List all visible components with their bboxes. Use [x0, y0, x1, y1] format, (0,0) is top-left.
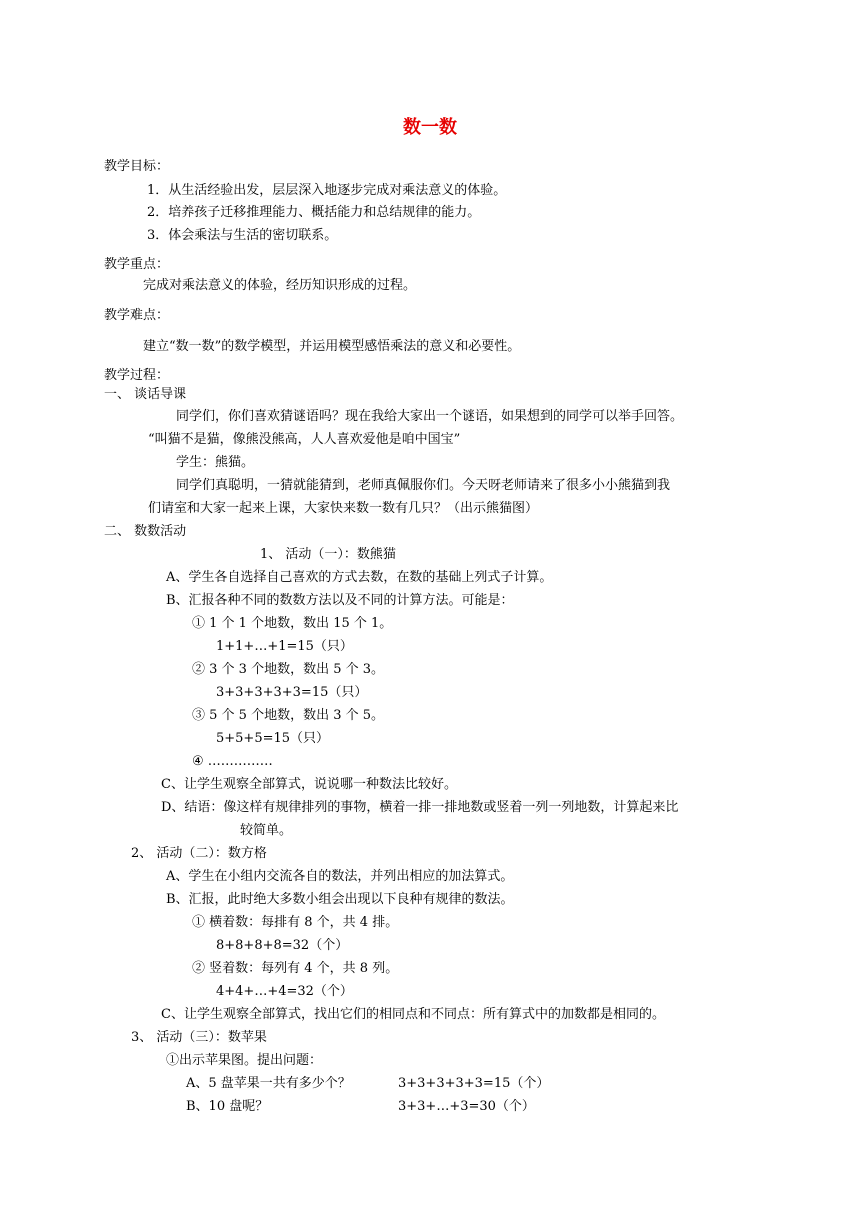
- activity1-equation-2: 3+3+3+3+3=15（只）: [216, 685, 368, 700]
- activity2-equation-1: 8+8+8+8=32（个）: [216, 938, 349, 953]
- part1-line-5: 们请室和大家一起来上课，大家快来数一数有几只？（出示熊猫图）: [148, 501, 539, 516]
- difficulties-text: 建立“数一数”的数学模型，并运用模型感悟乘法的意义和必要性。: [143, 339, 521, 354]
- activity2-equation-2: 4+4+…+4=32（个）: [216, 984, 353, 999]
- goal-item-2: 2．培养孩子迁移推理能力、概括能力和总结规律的能力。: [147, 205, 481, 220]
- goal-item-3: 3．体会乘法与生活的密切联系。: [147, 228, 338, 243]
- activity1-method-2: ② 3 个 3 个地数，数出 5 个 3。: [192, 662, 385, 677]
- part1-riddle: “叫猫不是猫，像熊没熊高，人人喜欢爱他是咱中国宝”: [148, 432, 461, 447]
- activity1-equation-1: 1+1+…+1=15（只）: [216, 639, 353, 654]
- activity1-b: B、汇报各种不同的数数方法以及不同的计算方法。可能是：: [166, 593, 514, 608]
- activity3-intro: ①出示苹果图。提出问题：: [166, 1053, 323, 1068]
- activity3-heading: 3、 活动（三）：数苹果: [131, 1030, 267, 1045]
- activity1-method-1: ① 1 个 1 个地数，数出 15 个 1。: [192, 616, 393, 631]
- activity2-method-1: ① 横着数：每排有 8 个，共 4 排。: [192, 915, 399, 930]
- difficulties-heading: 教学难点：: [104, 308, 170, 323]
- activity3-question-1: A、5 盘苹果一共有多少个？: [186, 1076, 351, 1091]
- activity1-c: C、让学生观察全部算式，说说哪一种数法比较好。: [161, 777, 457, 792]
- activity2-b: B、汇报，此时绝大多数小组会出现以下良种有规律的数法。: [166, 892, 514, 907]
- activity2-a: A、学生在小组内交流各自的数法，并列出相应的加法算式。: [166, 869, 514, 884]
- activity1-method-4: ④ ……………: [192, 754, 273, 769]
- activity3-equation-1: 3+3+3+3+3=15（个）: [398, 1076, 550, 1091]
- document-title: 数一数: [403, 117, 457, 138]
- part1-line-4: 同学们真聪明，一猜就能猜到，老师真佩服你们。今天呀老师请来了很多小小熊猫到我: [176, 478, 671, 493]
- part2-heading: 二、 数数活动: [104, 524, 187, 539]
- activity3-question-2: B、10 盘呢？: [186, 1099, 269, 1114]
- activity1-equation-3: 5+5+5=15（只）: [216, 731, 330, 746]
- activity2-c: C、让学生观察全部算式，找出它们的相同点和不同点：所有算式中的加数都是相同的。: [161, 1007, 665, 1022]
- goals-heading: 教学目标：: [104, 159, 170, 174]
- part1-heading: 一、 谈话导课: [104, 387, 187, 402]
- activity2-heading: 2、 活动（二）：数方格: [131, 846, 267, 861]
- activity1-d-line-1: D、结语：像这样有规律排列的事物，横着一排一排地数或竖着一列一列地数，计算起来比: [161, 800, 679, 815]
- key-points-text: 完成对乘法意义的体验，经历知识形成的过程。: [143, 278, 417, 293]
- part1-student-answer: 学生：熊猫。: [176, 455, 255, 470]
- activity1-a: A、学生各自选择自己喜欢的方式去数，在数的基础上列式子计算。: [166, 570, 553, 585]
- goal-item-1: 1．从生活经验出发，层层深入地逐步完成对乘法意义的体验。: [147, 183, 507, 198]
- activity1-heading: 1、 活动（一）：数熊猫: [260, 547, 396, 562]
- key-points-heading: 教学重点：: [104, 257, 170, 272]
- activity1-method-3: ③ 5 个 5 个地数，数出 3 个 5。: [192, 708, 385, 723]
- activity2-method-2: ② 竖着数：每列有 4 个，共 8 列。: [192, 961, 399, 976]
- activity3-equation-2: 3+3+…+3=30（个）: [398, 1099, 535, 1114]
- process-heading: 教学过程：: [104, 368, 170, 383]
- part1-line-1: 同学们，你们喜欢猜谜语吗？现在我给大家出一个谜语，如果想到的同学可以举手回答。: [176, 409, 684, 424]
- activity1-d-line-2: 较简单。: [240, 823, 293, 838]
